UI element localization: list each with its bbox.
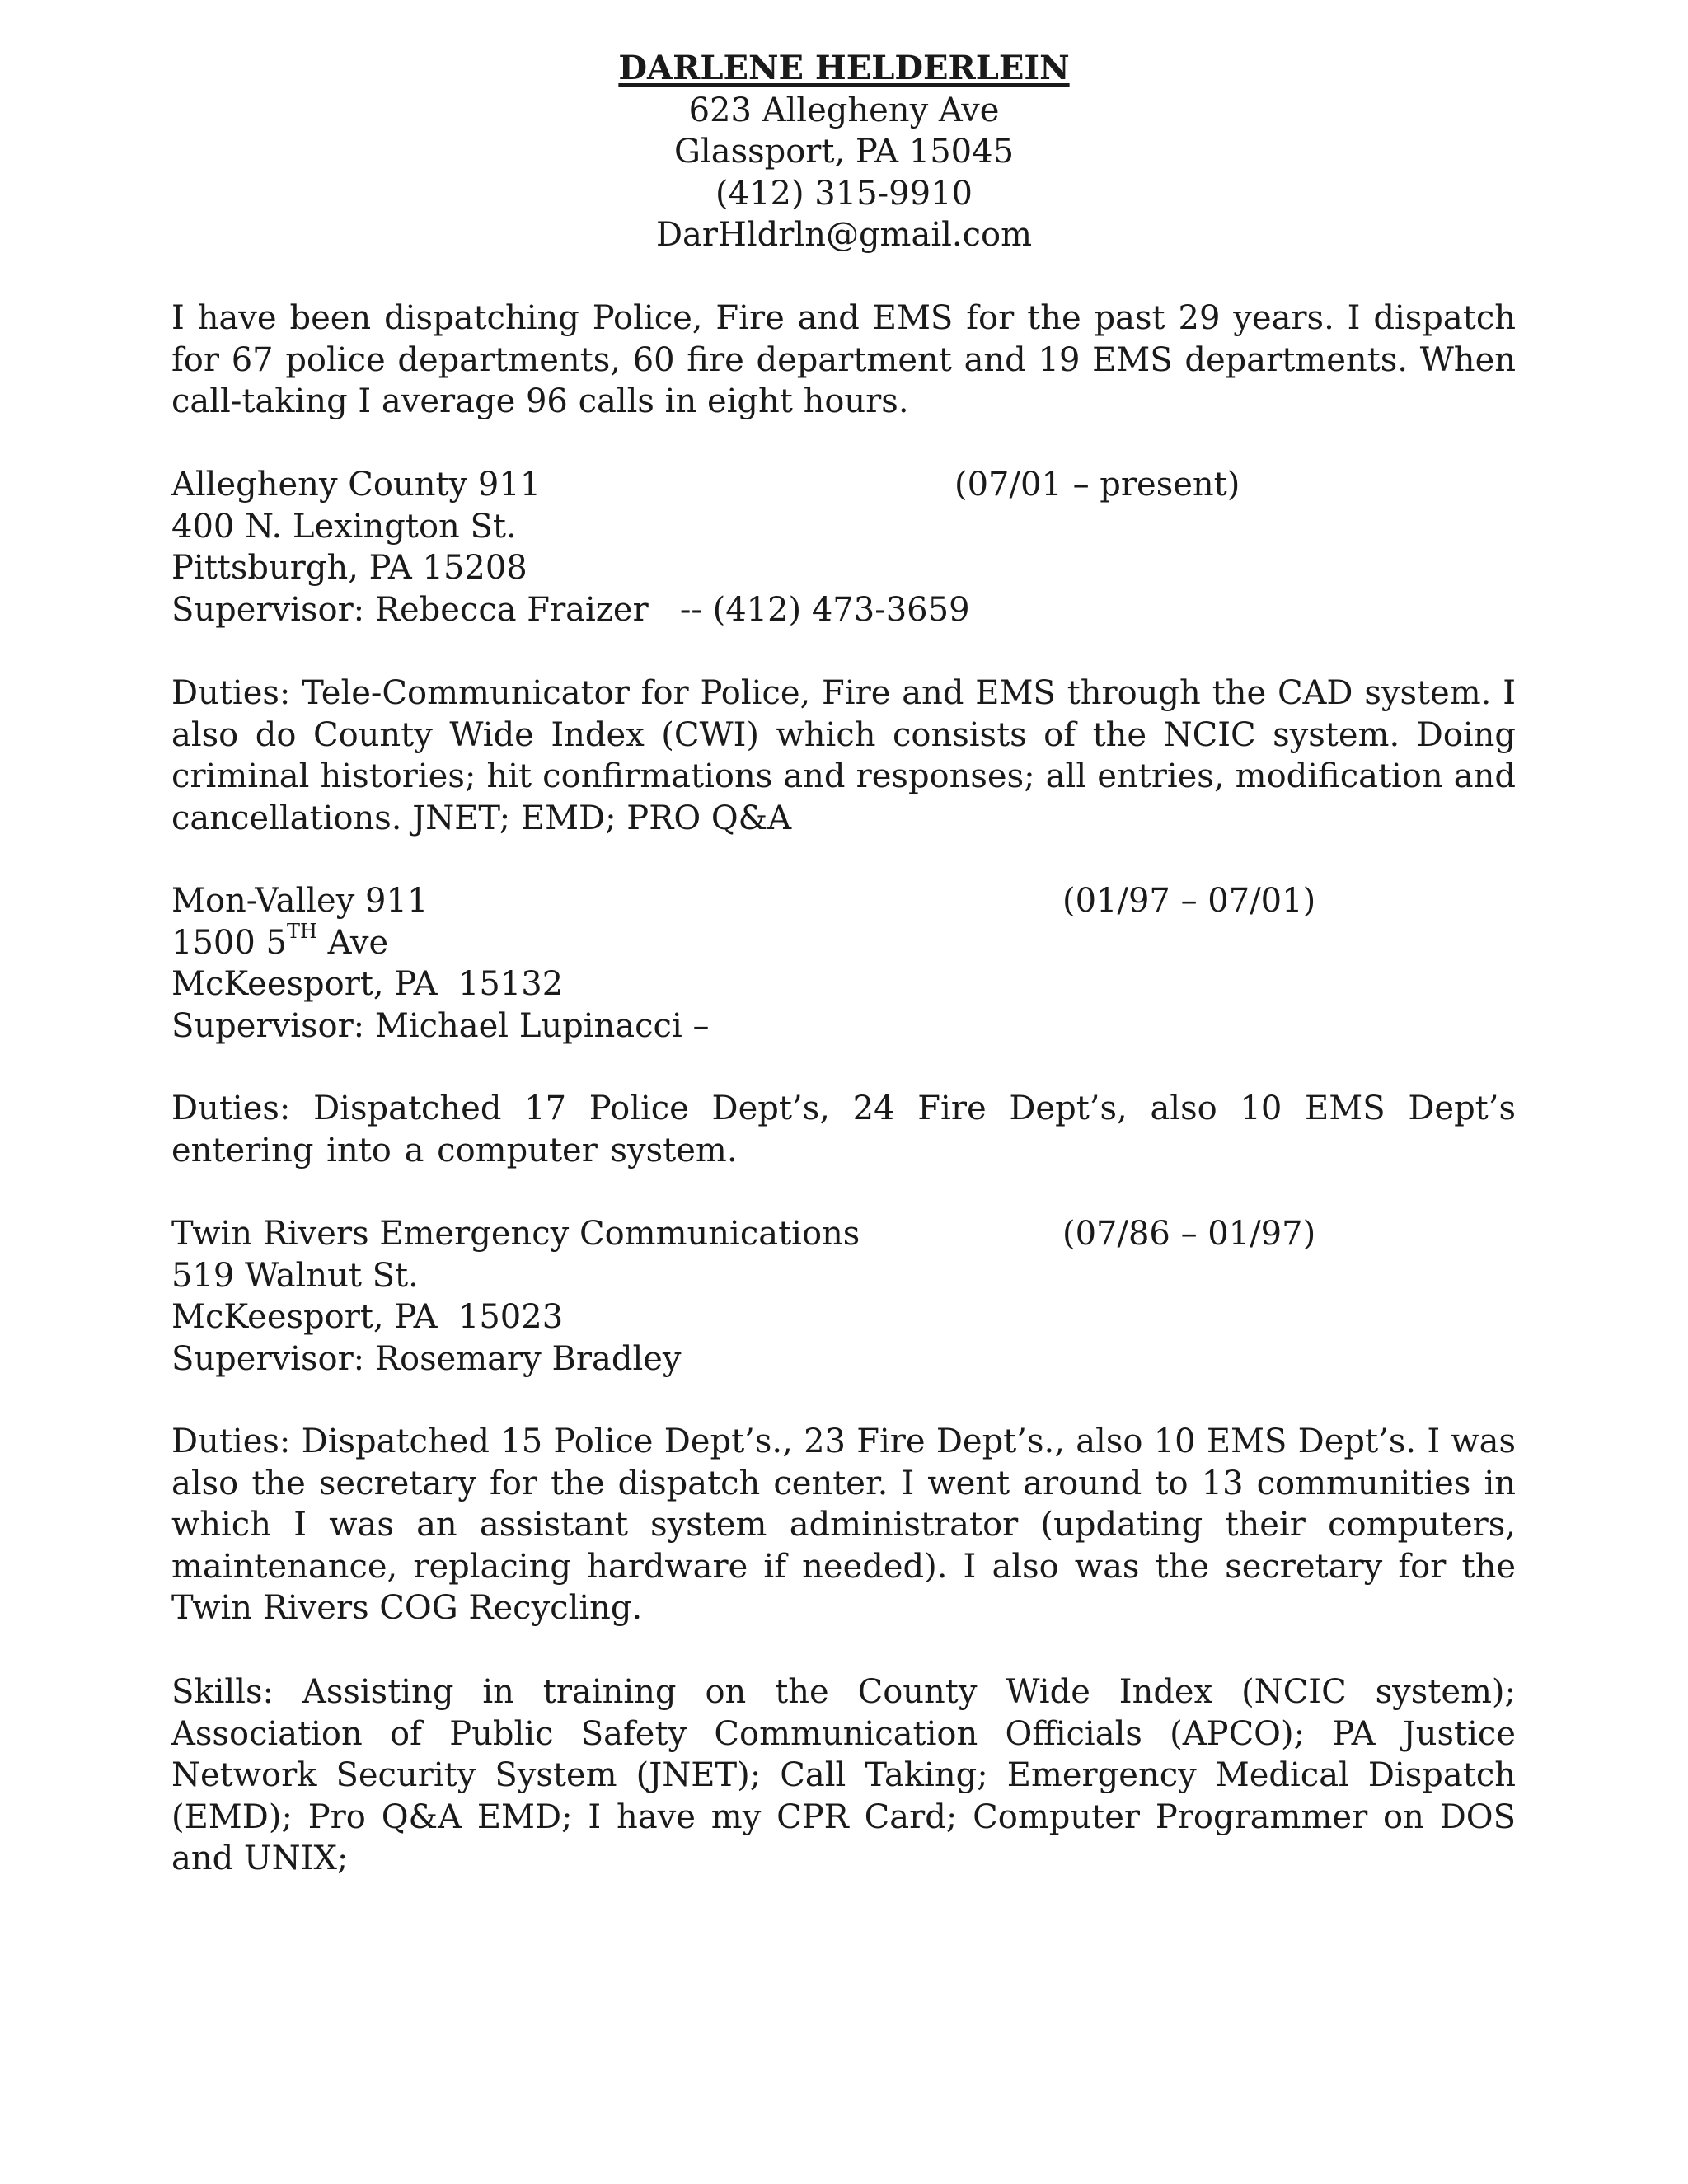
employer-name: Allegheny County 911 xyxy=(171,466,542,504)
employment-dates: (01/97 – 07/01) xyxy=(1062,882,1316,920)
employer-city: McKeesport, PA 15132 xyxy=(171,965,564,1003)
employer-city: Pittsburgh, PA 15208 xyxy=(171,549,528,587)
employer-street: 519 Walnut St. xyxy=(171,1256,419,1295)
skills-paragraph: Skills: Assisting in training on the County Wide Index (NCIC system); Association of Public Safety Communication Officials (APCO); PA Justice Network Security System (JNET); Call Taking; Emergency Medical Dispatch (EMD); Pro Q&A EMD; I have my CPR Card; Computer Programmer on DOS and UNIX; xyxy=(171,1673,1516,1877)
job-entry-mon-valley xyxy=(171,880,1516,1047)
resume-header xyxy=(0,48,1688,256)
employment-dates: (07/86 – 01/97) xyxy=(1062,1215,1316,1253)
duties-paragraph: Duties: Dispatched 15 Police Dept’s., 23 Fire Dept’s., also 10 EMS Dept’s. I was also the secretary for the dispatch center. I went around to 13 communities in which I was an assistant system administrator (updating their computers, maintenance, replacing hardware if needed). I also was the secretary for the Twin Rivers COG Recycling. xyxy=(171,1422,1516,1627)
phone-number: (412) 315-9910 xyxy=(715,174,973,213)
employer-street xyxy=(171,922,1516,964)
summary-paragraph: I have been dispatching Police, Fire and EMS for the past 29 years. I dispatch for 67 police departments, 60 fire department and 19 EMS departments. When call-taking I average 96 calls in eight hours. xyxy=(171,299,1516,420)
candidate-name: DARLENE HELDERLEIN xyxy=(618,49,1070,87)
supervisor-line: Supervisor: Rebecca Fraizer -- (412) 473-3659 xyxy=(171,590,970,629)
street-number: 1500 5 xyxy=(171,923,287,962)
employer-name: Twin Rivers Emergency Communications xyxy=(171,1215,860,1253)
duties-paragraph: Duties: Dispatched 17 Police Dept’s, 24 Fire Dept’s, also 10 EMS Dept’s entering into a computer system. xyxy=(171,1090,1516,1169)
address-street: 623 Allegheny Ave xyxy=(688,91,1000,129)
job-entry-allegheny xyxy=(171,464,1516,630)
employment-dates: (07/01 – present) xyxy=(954,466,1240,504)
employer-city: McKeesport, PA 15023 xyxy=(171,1298,564,1336)
job-entry-twin-rivers xyxy=(171,1213,1516,1380)
employer-name: Mon-Valley 911 xyxy=(171,882,429,920)
employer-street: 400 N. Lexington St. xyxy=(171,507,517,546)
address-city: Glassport, PA 15045 xyxy=(673,133,1015,171)
email-address: DarHldrln@gmail.com xyxy=(655,216,1033,254)
duties-paragraph: Duties: Tele-Communicator for Police, Fire and EMS through the CAD system. I also do County Wide Index (CWI) which consists of the NCIC system. Doing criminal histories; hit confirmations and responses; all entries, modification and cancellations. JNET; EMD; PRO Q&A xyxy=(171,674,1516,837)
supervisor-line: Supervisor: Michael Lupinacci – xyxy=(171,1006,710,1045)
street-name: Ave xyxy=(316,923,389,962)
supervisor-line: Supervisor: Rosemary Bradley xyxy=(171,1339,682,1378)
ordinal-suffix: TH xyxy=(286,920,317,944)
